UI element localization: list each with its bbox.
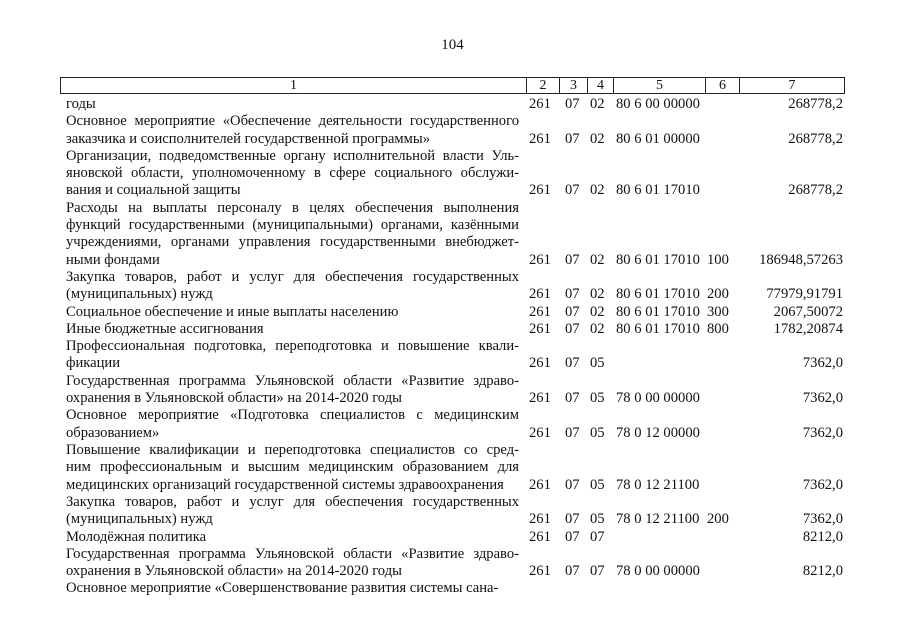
row-subsection-code: 05 bbox=[590, 424, 605, 441]
row-admin-code: 261 bbox=[529, 424, 551, 441]
row-amount: 7362,0 bbox=[802, 476, 843, 493]
row-target-article-code: 78 0 00 00000 bbox=[616, 563, 700, 580]
row-expense-type-code bbox=[707, 476, 737, 494]
header-col-1: 1 bbox=[60, 77, 526, 94]
row-description-line: Государственная программа Ульяновской области «Развитие здраво- bbox=[66, 372, 519, 389]
row-admin-code: 261 bbox=[529, 96, 551, 112]
row-subsection-code bbox=[590, 579, 614, 597]
row-expense-type-code bbox=[707, 354, 737, 372]
row-target-article-code: 80 6 01 00000 bbox=[616, 130, 700, 147]
row-amount bbox=[740, 579, 843, 597]
row-expense-type-code: 800 bbox=[707, 320, 729, 337]
row-subsection-code: 07 bbox=[590, 563, 605, 580]
table-row bbox=[0, 268, 905, 303]
row-subsection-code: 07 bbox=[590, 528, 605, 545]
row-admin-code: 261 bbox=[529, 355, 551, 372]
row-amount: 7362,0 bbox=[802, 511, 843, 528]
row-section-code: 07 bbox=[565, 303, 580, 320]
row-description-line: годы bbox=[66, 96, 96, 112]
row-section-code: 07 bbox=[565, 476, 580, 493]
row-description-line: Профессиональная подготовка, переподготовка и повышение квали- bbox=[66, 338, 519, 355]
table-row bbox=[0, 337, 905, 372]
row-admin-code bbox=[529, 579, 561, 597]
row-description-line: образованием» bbox=[66, 424, 160, 441]
row-target-article-code: 80 6 00 00000 bbox=[616, 96, 700, 112]
row-subsection-code: 02 bbox=[590, 96, 605, 112]
row-subsection-code: 02 bbox=[590, 251, 605, 268]
row-admin-code: 261 bbox=[529, 390, 551, 407]
table-row bbox=[0, 303, 905, 320]
row-description-line: Государственная программа Ульяновской области «Развитие здраво- bbox=[66, 545, 519, 562]
row-description-line: учреждениями, органами управления государственными внебюджет- bbox=[66, 234, 519, 251]
row-description-line: заказчика и соисполнителей государственной программы» bbox=[66, 130, 431, 147]
row-admin-code: 261 bbox=[529, 251, 551, 268]
row-amount: 268778,2 bbox=[788, 182, 843, 199]
row-admin-code: 261 bbox=[529, 320, 551, 337]
row-amount: 7362,0 bbox=[802, 355, 843, 372]
row-expense-type-code bbox=[707, 389, 737, 407]
row-section-code: 07 bbox=[565, 355, 580, 372]
row-expense-type-code: 100 bbox=[707, 251, 729, 268]
row-expense-type-code bbox=[707, 424, 737, 442]
table-row bbox=[0, 320, 905, 337]
row-section-code bbox=[565, 579, 589, 597]
row-amount: 7362,0 bbox=[802, 390, 843, 407]
row-expense-type-code bbox=[707, 562, 737, 580]
row-subsection-code: 02 bbox=[590, 320, 605, 337]
row-description-line: Организации, подведомственные органу исполнительной власти Уль- bbox=[66, 147, 519, 164]
row-target-article-code: 78 0 00 00000 bbox=[616, 390, 700, 407]
row-section-code: 07 bbox=[565, 424, 580, 441]
row-subsection-code: 02 bbox=[590, 182, 605, 199]
row-section-code: 07 bbox=[565, 182, 580, 199]
row-admin-code: 261 bbox=[529, 182, 551, 199]
row-section-code: 07 bbox=[565, 251, 580, 268]
row-description-line: Иные бюджетные ассигнования bbox=[66, 320, 264, 337]
row-admin-code: 261 bbox=[529, 563, 551, 580]
row-target-article-code: 80 6 01 17010 bbox=[616, 303, 700, 320]
table-row bbox=[0, 493, 905, 528]
table-row bbox=[0, 528, 905, 545]
row-description-line: функций государственными (муниципальными) органами, казёнными bbox=[66, 217, 519, 234]
page-number: 104 bbox=[441, 37, 464, 53]
table-row bbox=[0, 199, 905, 268]
header-col-4: 4 bbox=[587, 77, 613, 94]
row-subsection-code: 02 bbox=[590, 286, 605, 303]
row-subsection-code: 05 bbox=[590, 476, 605, 493]
row-amount: 268778,2 bbox=[788, 96, 843, 112]
row-section-code: 07 bbox=[565, 96, 580, 112]
table-row bbox=[0, 441, 905, 493]
row-description-line: охранения в Ульяновской области» на 2014-2020 годы bbox=[66, 390, 402, 407]
row-subsection-code: 05 bbox=[590, 390, 605, 407]
table-row bbox=[0, 112, 905, 147]
row-target-article-code: 78 0 12 21100 bbox=[616, 476, 700, 493]
row-target-article-code bbox=[616, 354, 708, 372]
row-admin-code: 261 bbox=[529, 476, 551, 493]
row-expense-type-code bbox=[707, 95, 737, 113]
row-amount: 1782,20874 bbox=[773, 320, 843, 337]
table-row bbox=[0, 372, 905, 407]
row-admin-code: 261 bbox=[529, 303, 551, 320]
row-amount: 77979,91791 bbox=[766, 286, 843, 303]
table-row bbox=[0, 579, 905, 596]
row-section-code: 07 bbox=[565, 511, 580, 528]
row-admin-code: 261 bbox=[529, 528, 551, 545]
row-section-code: 07 bbox=[565, 286, 580, 303]
header-col-7: 7 bbox=[739, 77, 845, 94]
row-expense-type-code bbox=[707, 579, 737, 597]
row-admin-code: 261 bbox=[529, 130, 551, 147]
row-admin-code: 261 bbox=[529, 286, 551, 303]
row-expense-type-code: 300 bbox=[707, 303, 729, 320]
row-subsection-code: 05 bbox=[590, 511, 605, 528]
row-description-line: ными фондами bbox=[66, 251, 160, 268]
row-target-article-code: 78 0 12 00000 bbox=[616, 424, 700, 441]
row-description-line: Социальное обеспечение и иные выплаты населению bbox=[66, 303, 399, 320]
row-description-line: Основное мероприятие «Подготовка специалистов с медицинским bbox=[66, 407, 519, 424]
row-amount: 8212,0 bbox=[802, 563, 843, 580]
row-description-line: Закупка товаров, работ и услуг для обеспечения государственных bbox=[66, 269, 519, 285]
row-section-code: 07 bbox=[565, 528, 580, 545]
row-description-line: Закупка товаров, работ и услуг для обеспечения государственных bbox=[66, 493, 519, 510]
row-subsection-code: 02 bbox=[590, 303, 605, 320]
row-description-line: вания и социальной защиты bbox=[66, 182, 241, 199]
row-description-line: ним профессиональным и высшим медицинским образованием для bbox=[66, 459, 519, 476]
row-target-article-code bbox=[616, 528, 708, 546]
row-description-line: яновской области, уполномоченному в сфере социального обслужи- bbox=[66, 165, 519, 182]
row-description-line: Основное мероприятие «Совершенствование развития системы сана- bbox=[66, 580, 499, 597]
row-description-line: (муниципальных) нужд bbox=[66, 511, 213, 528]
row-description-line: медицинских организаций государственной системы здравоохранения bbox=[66, 476, 504, 493]
row-amount: 8212,0 bbox=[802, 528, 843, 545]
row-subsection-code: 02 bbox=[590, 130, 605, 147]
row-description-line: Расходы на выплаты персоналу в целях обеспечения выполнения bbox=[66, 199, 519, 216]
row-amount: 268778,2 bbox=[788, 130, 843, 147]
row-subsection-code: 05 bbox=[590, 355, 605, 372]
row-description-line: Основное мероприятие «Обеспечение деятельности государственного bbox=[66, 113, 519, 130]
table-row bbox=[0, 95, 905, 112]
row-section-code: 07 bbox=[565, 320, 580, 337]
row-amount: 7362,0 bbox=[802, 424, 843, 441]
row-target-article-code: 80 6 01 17010 bbox=[616, 251, 700, 268]
header-col-5: 5 bbox=[613, 77, 705, 94]
row-expense-type-code bbox=[707, 181, 737, 199]
row-amount: 186948,57263 bbox=[759, 251, 843, 268]
row-section-code: 07 bbox=[565, 563, 580, 580]
header-col-3: 3 bbox=[559, 77, 587, 94]
row-target-article-code bbox=[616, 579, 708, 597]
row-expense-type-code: 200 bbox=[707, 286, 729, 303]
table-row bbox=[0, 147, 905, 199]
row-target-article-code: 80 6 01 17010 bbox=[616, 182, 700, 199]
row-target-article-code: 80 6 01 17010 bbox=[616, 286, 700, 303]
header-col-2: 2 bbox=[526, 77, 559, 94]
row-admin-code: 261 bbox=[529, 511, 551, 528]
row-description-line: (муниципальных) нужд bbox=[66, 286, 213, 303]
row-description-line: Повышение квалификации и переподготовка специалистов со сред- bbox=[66, 442, 519, 458]
row-description-line: охранения в Ульяновской области» на 2014-2020 годы bbox=[66, 563, 402, 580]
row-expense-type-code bbox=[707, 130, 737, 148]
row-target-article-code: 78 0 12 21100 bbox=[616, 511, 700, 528]
header-col-6: 6 bbox=[705, 77, 739, 94]
row-section-code: 07 bbox=[565, 390, 580, 407]
table-row bbox=[0, 406, 905, 441]
row-description-line: Молодёжная политика bbox=[66, 528, 207, 545]
row-amount: 2067,50072 bbox=[773, 303, 843, 320]
row-description-line: фикации bbox=[66, 355, 121, 372]
table-row bbox=[0, 545, 905, 580]
row-target-article-code: 80 6 01 17010 bbox=[616, 320, 700, 337]
row-expense-type-code bbox=[707, 528, 737, 546]
row-section-code: 07 bbox=[565, 130, 580, 147]
row-expense-type-code: 200 bbox=[707, 511, 729, 528]
